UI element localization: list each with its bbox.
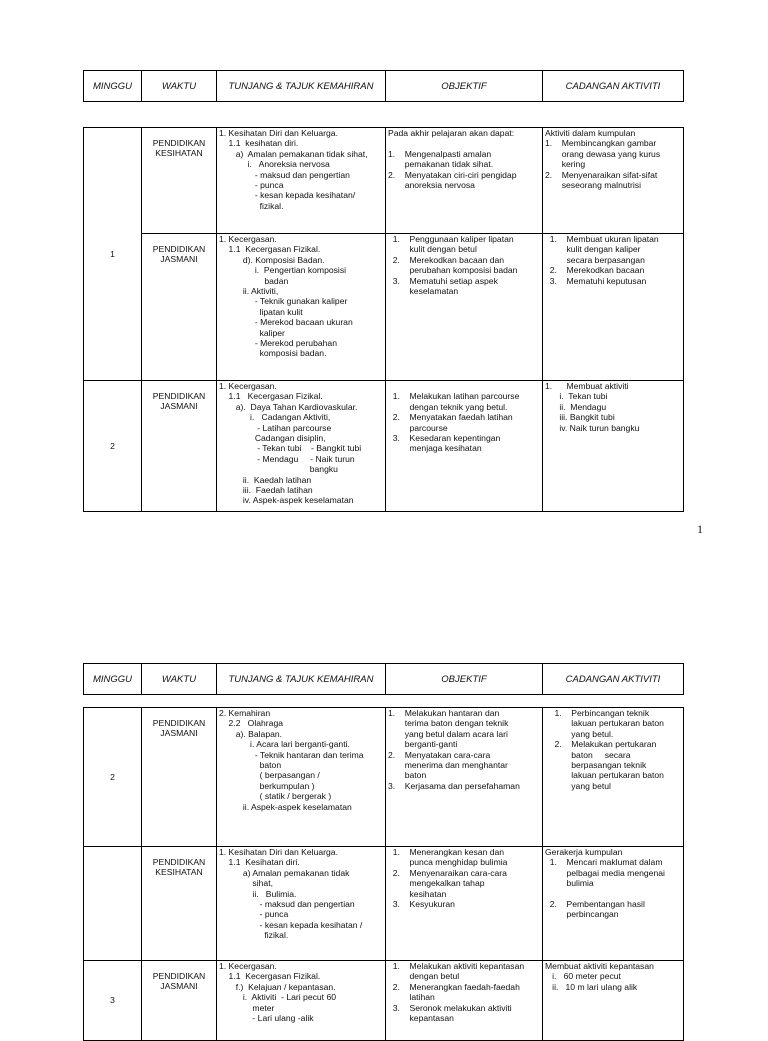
area-cell: PENDIDIKAN KESIHATAN — [142, 128, 217, 234]
cell-line: 2. Menerangkan faedah-faedah — [388, 981, 520, 992]
objektif-cell — [386, 708, 543, 847]
minggu-cell: 2 — [84, 381, 142, 512]
cell-line: - Mendagu - Naik turun — [219, 453, 355, 464]
header-tunjang: TUNJANG & TAJUK KEMAHIRAN — [217, 71, 386, 102]
cell-line: lakuan pertukaran baton — [545, 718, 664, 729]
cell-line: yang betul dalam acara lari — [388, 728, 508, 739]
header-table-page1 — [83, 70, 684, 102]
header-objektif: OBJEKTIF — [386, 664, 543, 695]
cell-line: 2. Kemahiran — [219, 708, 271, 718]
table-row — [84, 128, 684, 234]
tajuk-cell — [217, 128, 386, 234]
cell-line: perbincangan — [545, 909, 619, 920]
cell-line: ii. Aspek-aspek keselamatan — [219, 801, 352, 812]
cell-line: 1.1 Kecergasan Fizikal. — [219, 244, 321, 255]
cell-line: 1. Kesihatan Diri dan Keluarga. — [219, 128, 338, 138]
header-tunjang: TUNJANG & TAJUK KEMAHIRAN — [217, 664, 386, 695]
cell-line: bulimia — [545, 878, 594, 889]
cell-line — [388, 381, 540, 391]
cell-line: lakuan pertukaran baton — [545, 770, 664, 781]
cell-line: mengekalkan tahap — [388, 878, 485, 889]
minggu-cell: 1 — [84, 128, 142, 381]
cell-line: lipatan kulit — [219, 306, 303, 317]
cell-line: 1. Mencari maklumat dalam — [545, 857, 663, 868]
cell-line: - Merekod perubahan — [219, 338, 337, 349]
cell-line: dengan betul — [388, 971, 460, 982]
cell-line: iii. Bangkit tubi — [545, 412, 615, 423]
cell-line: ( berpasangan / — [219, 770, 320, 781]
cell-line: 3. Kesyukuran — [388, 899, 455, 910]
cell-line: 1. Membuat ukuran lipatan — [545, 234, 659, 244]
cell-line: a). Daya Tahan Kardiovaskular. — [219, 401, 358, 412]
tajuk-cell — [217, 961, 386, 1041]
header-minggu: MINGGU — [84, 664, 142, 695]
table-row — [84, 708, 684, 847]
cell-line: fizikal. — [219, 930, 289, 941]
cell-line: fizikal. — [219, 200, 284, 211]
table-row — [84, 381, 684, 512]
cell-line: i. Cadangan Aktiviti, — [219, 412, 331, 423]
cell-line: baton — [219, 760, 282, 771]
cell-line: Membuat aktiviti kepantasan — [545, 961, 654, 971]
cell-line: iii. Faedah latihan — [219, 485, 313, 496]
cell-line: pemakanan tidak sihat. — [388, 159, 494, 170]
cell-line: - maksud dan pengertian — [219, 169, 350, 180]
cell-line: 1. Menerangkan kesan dan — [388, 847, 505, 857]
tajuk-cell — [217, 847, 386, 961]
cell-line: 1. Melakukan latihan parcourse — [388, 391, 520, 402]
cell-line: Gerakerja kumpulan — [545, 847, 623, 857]
cell-line: 3. Kerjasama dan persefahaman — [388, 780, 520, 791]
cell-line: - Merekod bacaan ukuran — [219, 317, 353, 328]
objektif-cell — [386, 234, 543, 381]
cell-line: berpasangan teknik — [545, 760, 647, 771]
cell-line: 2. Menyenaraikan sifat-sifat — [545, 169, 658, 180]
cell-line: i. Aktiviti - Lari pecut 60 — [219, 992, 337, 1003]
cell-line: 2. Menyatakan ciri-ciri pengidap — [388, 169, 517, 180]
cell-line: anoreksia nervosa — [388, 180, 475, 191]
cell-line: i. Acara lari berganti-ganti. — [219, 739, 350, 750]
cell-line: Pada akhir pelajaran akan dapat: — [388, 128, 515, 138]
cell-line: 1. Perbincangan teknik — [545, 708, 650, 718]
cell-line: 3. Mematuhi keputusan — [545, 275, 647, 286]
cell-line: f.) Kelajuan / kepantasan. — [219, 981, 336, 992]
cell-line: ii. Bulimia. — [219, 888, 297, 899]
cell-line: - Lari ulang -alik — [219, 1013, 314, 1024]
cell-line — [545, 889, 681, 899]
cell-line: parcourse — [388, 422, 448, 433]
cell-line: baton secara — [545, 749, 631, 760]
cell-line: 1.1 Kesihatan diri. — [219, 857, 300, 868]
cell-line: ii. Kaedah latihan — [219, 474, 312, 485]
aktiviti-cell — [543, 128, 684, 234]
cell-line: a) Amalan pemakanan tidak sihat, — [219, 148, 368, 159]
header-waktu: WAKTU — [142, 664, 217, 695]
objektif-cell — [386, 128, 543, 234]
cell-line: bangku — [219, 464, 338, 475]
minggu-cell — [84, 847, 142, 961]
cell-line: Aktiviti dalam kumpulan — [545, 128, 636, 138]
cell-line: kepantasan — [388, 1013, 454, 1024]
cell-line: 2. Merekodkan bacaan — [545, 265, 645, 276]
cell-line: 2. Menyenaraikan cara-cara — [388, 867, 507, 878]
cell-line: 2. Pembentangan hasil — [545, 899, 645, 910]
header-aktiviti: CADANGAN AKTIVITI — [543, 664, 684, 695]
cell-line: a). Balapan. — [219, 728, 283, 739]
cell-line: - punca — [219, 909, 289, 920]
cell-line: kulit dengan kaliper — [545, 244, 641, 255]
cell-line: 1. Melakukan hantaran dan — [388, 708, 500, 718]
cell-line: i. Pengertian komposisi — [219, 265, 347, 276]
cell-line: 1. Kesihatan Diri dan Keluarga. — [219, 847, 338, 857]
cell-line: menjaga kesihatan — [388, 443, 482, 454]
objektif-cell — [386, 381, 543, 512]
cell-line: yang betul — [545, 780, 611, 791]
cell-line: menerima dan menghantar — [388, 760, 508, 771]
aktiviti-cell — [543, 381, 684, 512]
cell-line: terima baton dengan teknik — [388, 718, 509, 729]
cell-line: 3. Kesedaran kepentingan — [388, 433, 501, 444]
area-cell: PENDIDIKAN JASMANI — [142, 234, 217, 381]
cell-line: yang betul. — [545, 728, 614, 739]
cell-line: Cadangan disiplin, — [219, 433, 326, 444]
cell-line: - maksud dan pengertian — [219, 899, 355, 910]
cell-line: - Teknik hantaran dan terima — [219, 749, 364, 760]
cell-line: kering — [545, 159, 586, 170]
cell-line: i. 60 meter pecut — [545, 971, 621, 982]
tajuk-cell — [217, 234, 386, 381]
cell-line: badan — [219, 275, 289, 286]
cell-line: - Latihan parcourse — [219, 422, 332, 433]
tajuk-cell — [217, 708, 386, 847]
cell-line: kesihatan — [388, 888, 447, 899]
area-cell: PENDIDIKAN JASMANI — [142, 708, 217, 847]
header-objektif: OBJEKTIF — [386, 71, 543, 102]
cell-line: ii. Aktiviti, — [219, 286, 279, 297]
header-table-page2 — [83, 663, 684, 695]
cell-line: 3. Mematuhi setiap aspek — [388, 275, 498, 286]
cell-line: 1. Melakukan aktiviti kepantasan — [388, 961, 525, 971]
minggu-cell: 2 — [84, 708, 142, 847]
cell-line: - kesan kepada kesihatan / — [219, 919, 363, 930]
cell-line: komposisi badan. — [219, 348, 327, 359]
cell-line: perubahan komposisi badan — [388, 265, 518, 276]
cell-line: pelbagai media mengenai — [545, 867, 665, 878]
table-row — [84, 847, 684, 961]
cell-line: 2. Menyatakan faedah latihan — [388, 412, 513, 423]
cell-line: 2. Merekodkan bacaan dan — [388, 254, 505, 265]
area-cell: PENDIDIKAN JASMANI — [142, 961, 217, 1041]
cell-line: 1. Kecergasan. — [219, 961, 277, 971]
cell-line: seseorang malnutrisi — [545, 180, 642, 191]
cell-line: berkumpulan ) — [219, 780, 315, 791]
header-minggu: MINGGU — [84, 71, 142, 102]
cell-line: d). Komposisi Badan. — [219, 254, 325, 265]
cell-line: - Tekan tubi - Bangkit tubi — [219, 443, 362, 454]
cell-line: iv. Aspek-aspek keselamatan — [219, 495, 354, 506]
table-row — [84, 234, 684, 381]
cell-line: punca menghidap bulimia — [388, 857, 508, 868]
aktiviti-cell — [543, 961, 684, 1041]
cell-line: sihat, — [219, 878, 273, 889]
tajuk-cell — [217, 381, 386, 512]
cell-line: 1. Kecergasan. — [219, 234, 277, 244]
lesson-table-page1 — [83, 127, 684, 512]
area-cell: PENDIDIKAN KESIHATAN — [142, 847, 217, 961]
cell-line: i. Anoreksia nervosa — [219, 159, 330, 170]
aktiviti-cell — [543, 234, 684, 381]
area-cell: PENDIDIKAN JASMANI — [142, 381, 217, 512]
cell-line: dengan teknik yang betul. — [388, 401, 508, 412]
aktiviti-cell — [543, 847, 684, 961]
cell-line: - kesan kepada kesihatan/ — [219, 190, 356, 201]
cell-line: berganti-ganti — [388, 739, 458, 750]
page-number: 1 — [697, 522, 703, 536]
cell-line: 2.2 Olahraga — [219, 718, 284, 729]
cell-line: ii. Mendagu — [545, 401, 607, 412]
header-aktiviti: CADANGAN AKTIVITI — [543, 71, 684, 102]
cell-line: ii. 10 m lari ulang alik — [545, 981, 638, 992]
objektif-cell — [386, 961, 543, 1041]
cell-line: i. Tekan tubi — [545, 391, 608, 402]
aktiviti-cell — [543, 708, 684, 847]
cell-line: 2. Melakukan pertukaran — [545, 739, 657, 750]
cell-line: latihan — [388, 992, 435, 1003]
lesson-table-page2 — [83, 707, 684, 1041]
cell-line: secara berpasangan — [545, 254, 645, 265]
cell-line: 3. Seronok melakukan aktiviti — [388, 1002, 512, 1013]
minggu-cell: 3 — [84, 961, 142, 1041]
header-waktu: WAKTU — [142, 71, 217, 102]
cell-line: kulit dengan betul — [388, 244, 477, 255]
cell-line: meter — [219, 1002, 275, 1013]
cell-line: 1.1 Kecergasan Fizikal. — [219, 971, 321, 982]
cell-line: 1.1 Kecergasan Fizikal. — [219, 391, 323, 402]
cell-line: orang dewasa yang kurus — [545, 148, 661, 159]
cell-line: 1.1 kesihatan diri. — [219, 138, 299, 149]
cell-line: - Teknik gunakan kaliper — [219, 296, 348, 307]
cell-line: keselamatan — [388, 286, 459, 297]
cell-line: 1. Penggunaan kaliper lipatan — [388, 234, 514, 244]
cell-line: 1. Membuat aktiviti — [545, 381, 629, 391]
cell-line: a) Amalan pemakanan tidak — [219, 867, 350, 878]
cell-line: - punca — [219, 180, 284, 191]
cell-line: ( statik / bergerak ) — [219, 791, 332, 802]
cell-line: 1. Membincangkan gambar — [545, 138, 657, 149]
objektif-cell — [386, 847, 543, 961]
cell-line: 2. Menyatakan cara-cara — [388, 749, 491, 760]
cell-line: 1. Kecergasan. — [219, 381, 277, 391]
cell-line: baton — [388, 770, 427, 781]
cell-line — [388, 138, 540, 148]
cell-line: 1. Mengenalpasti amalan — [388, 148, 492, 159]
table-row — [84, 961, 684, 1041]
cell-line: kaliper — [219, 327, 285, 338]
cell-line: iv. Naik turun bangku — [545, 422, 640, 433]
